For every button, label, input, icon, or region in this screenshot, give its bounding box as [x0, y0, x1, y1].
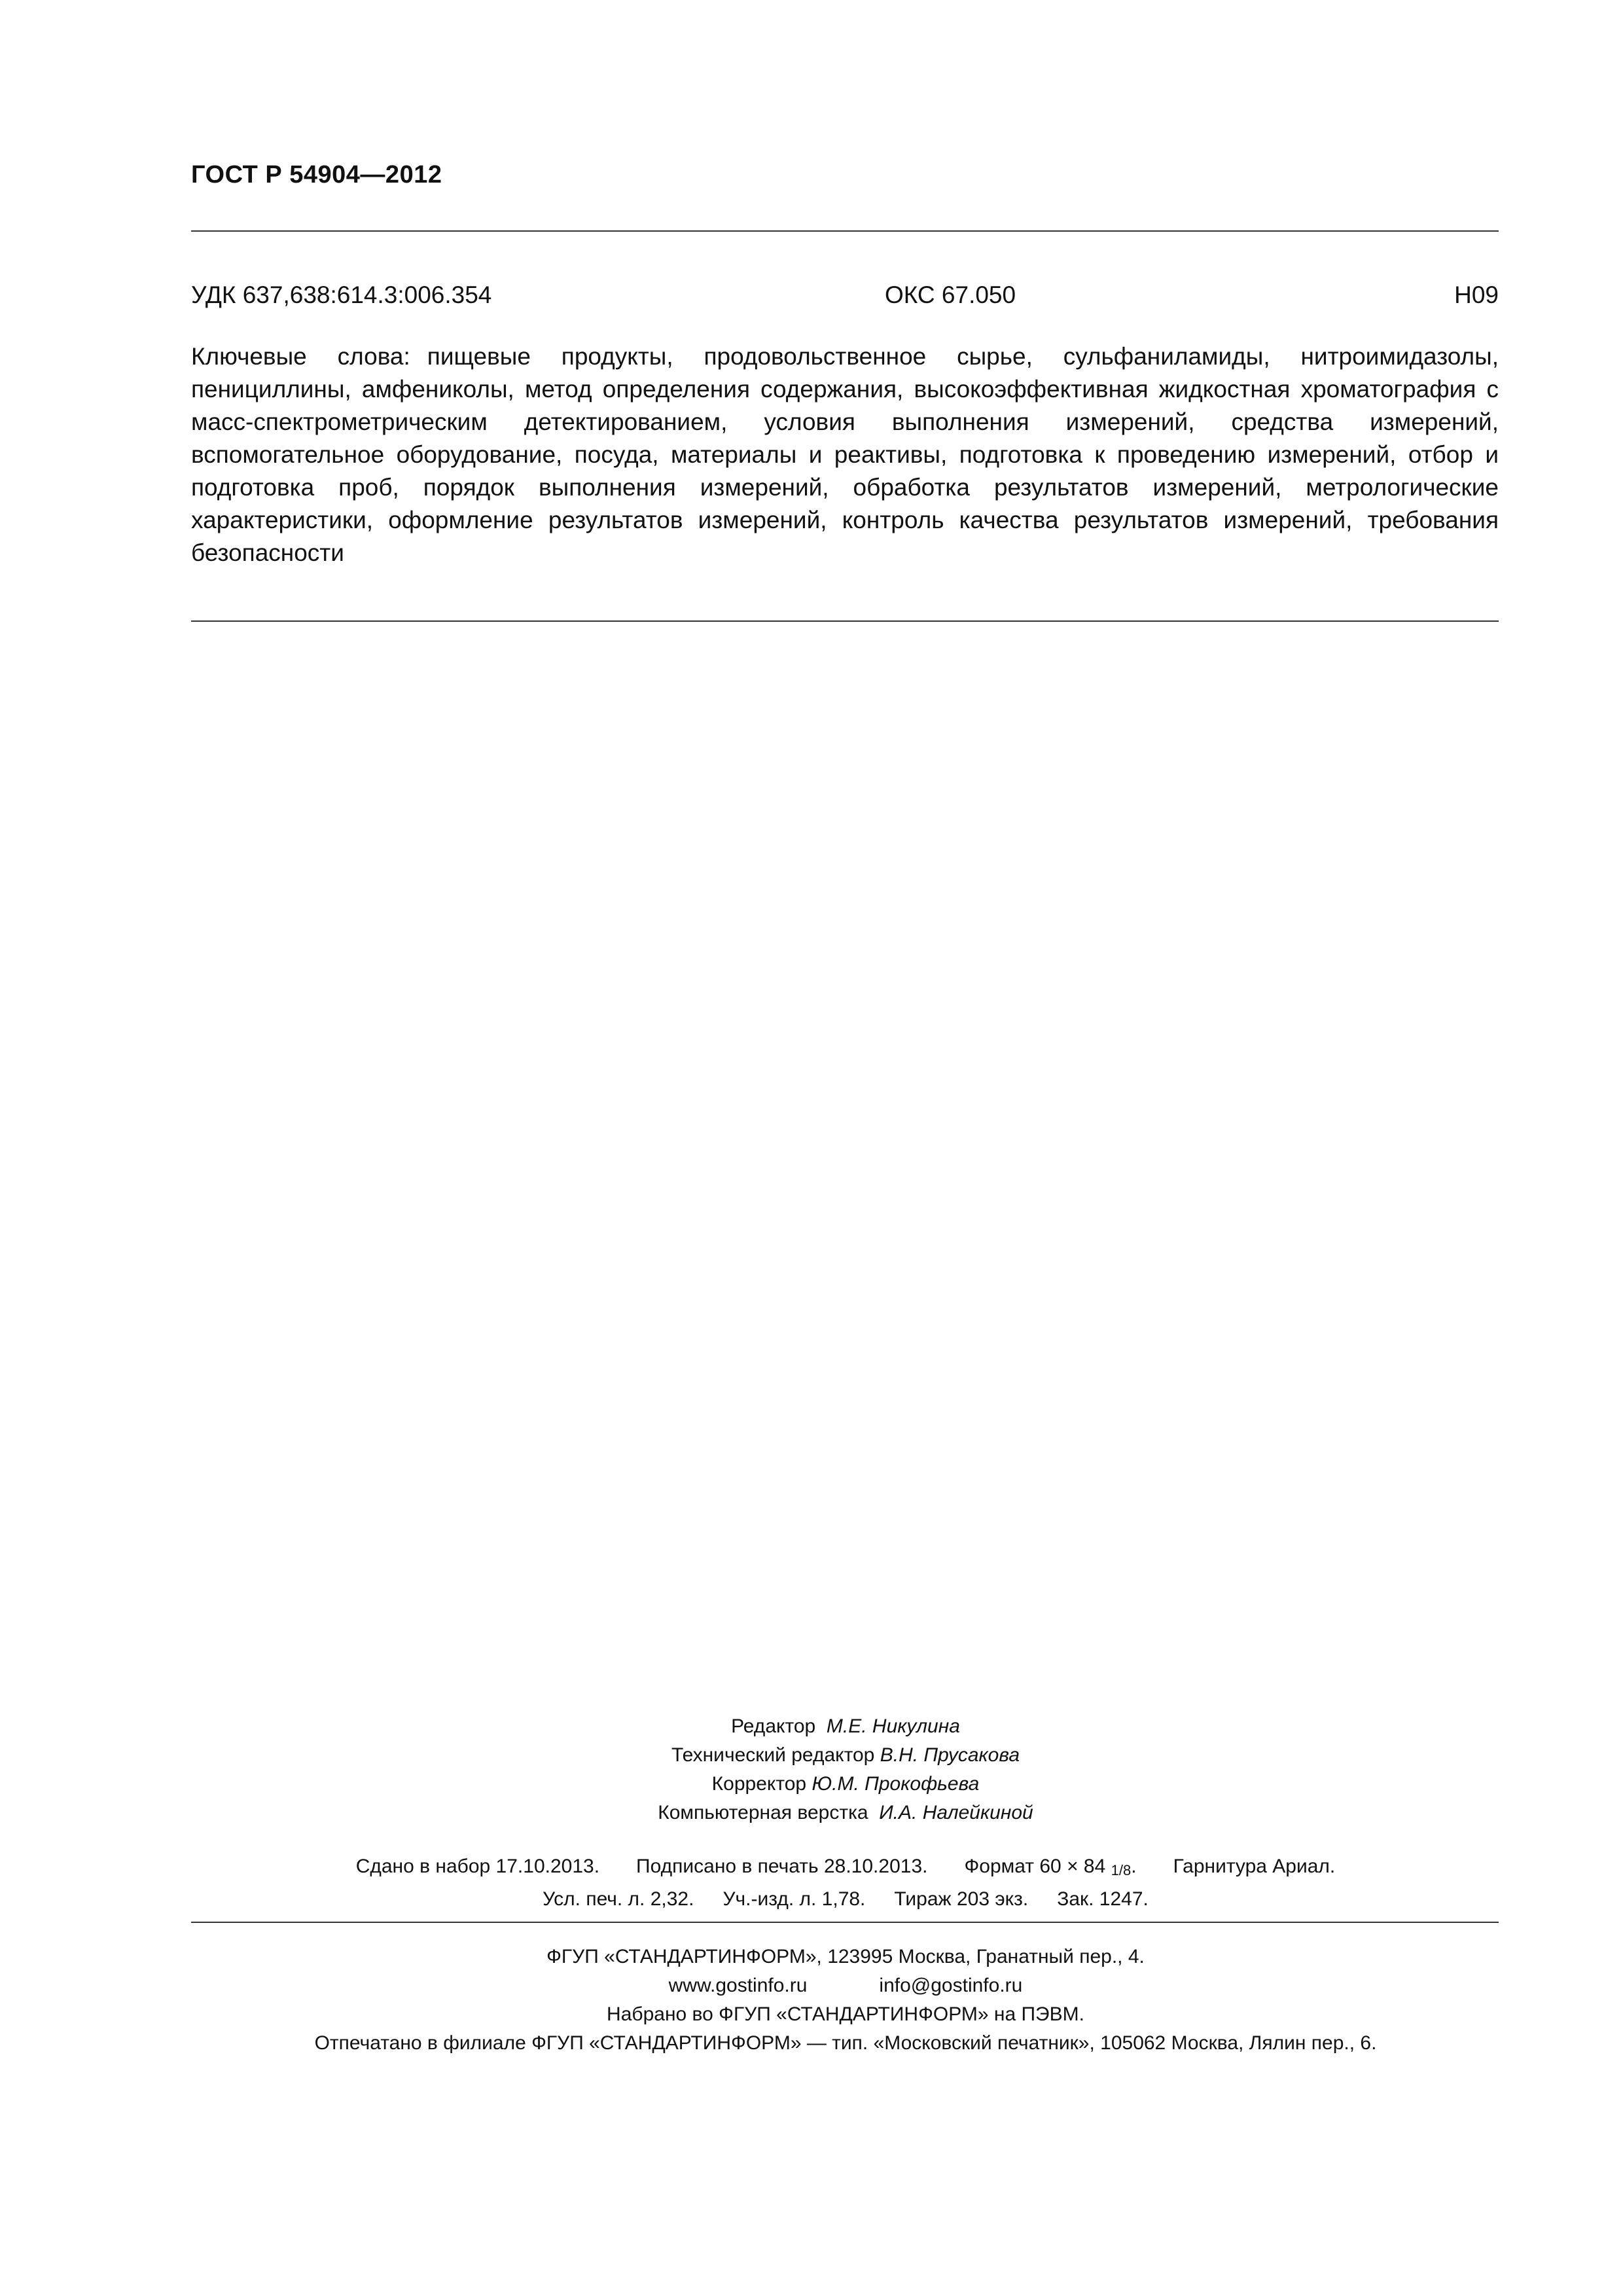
signed-date: Подписано в печать 28.10.2013.: [636, 1856, 928, 1877]
paper-format-fraction: 1/8: [1111, 1862, 1132, 1878]
bottom-divider: [191, 1922, 1499, 1923]
print-sheets: Усл. печ. л. 2,32.: [543, 1888, 694, 1910]
publisher-website: www.gostinfo.ru: [668, 1975, 808, 1996]
paper-format: Формат 60 × 84: [964, 1856, 1106, 1877]
typeset-location: Набрано во ФГУП «СТАНДАРТИНФОРМ» на ПЭВМ.: [607, 2003, 1084, 2025]
print-run: Тираж 203 экз.: [894, 1888, 1029, 1910]
udk-code: УДК 637,638:614.3:006.354: [191, 281, 492, 308]
publisher-contacts: [191, 1971, 1500, 2000]
layout-label: Компьютерная верстка: [658, 1802, 868, 1823]
credits-block: [191, 1712, 1500, 1827]
print-details: [191, 1852, 1500, 1914]
publisher-block: [191, 1943, 1500, 2058]
typeface: Гарнитура Ариал.: [1173, 1856, 1336, 1877]
layout-line: [191, 1799, 1500, 1827]
corrector-name: Ю.М. Прокофьева: [812, 1773, 980, 1795]
editor-line: [191, 1712, 1500, 1741]
classification-codes: [191, 281, 1499, 314]
tech-editor-name: В.Н. Прусакова: [880, 1744, 1020, 1766]
middle-divider: [191, 620, 1499, 622]
keywords-text: пищевые продукты, продовольственное сырье, сульфаниламиды, нитроимидазолы, пенициллины, амфениколы, метод определения содержания, высокоэффективная жидкостная хроматография с масс-спектрометрическим детектированием, условия выполнения измерений, средства измерений, вспомогательное оборудование, посуда, материалы и реактивы, подготовка к проведению измерений, отбор и подготовка проб, порядок выполнения измерений, обработка результатов измерений, метрологические характеристики, оформление результатов измерений, контроль качества результатов измерений, требования безопасности: [191, 343, 1499, 566]
print-details-line-2: [191, 1885, 1500, 1914]
oks-code: ОКС 67.050: [885, 281, 1016, 308]
tech-editor-label: Технический редактор: [671, 1744, 875, 1766]
editor-label: Редактор: [731, 1715, 816, 1737]
layout-name: И.А. Налейкиной: [879, 1802, 1033, 1823]
publisher-address: ФГУП «СТАНДАРТИНФОРМ», 123995 Москва, Гранатный пер., 4.: [546, 1946, 1145, 1967]
top-divider: [191, 230, 1499, 232]
standard-designation: ГОСТ Р 54904—2012: [191, 161, 442, 188]
keywords-label: Ключевые слова:: [191, 343, 410, 370]
editor-name: М.Е. Никулина: [826, 1715, 960, 1737]
tech-editor-line: [191, 1741, 1500, 1770]
printing-location: Отпечатано в филиале ФГУП «СТАНДАРТИНФОРМ» — тип. «Московский печатник», 105062 Москва, Лялин пер., 6.: [314, 2032, 1377, 2054]
corrector-label: Корректор: [711, 1773, 807, 1795]
print-details-line-1: Сдано в набор 17.10.2013. Подписано в печать 28.10.2013. Формат 60 × 84 1/8. Гарнитура Ариал.: [355, 1856, 1336, 1878]
corrector-line: [191, 1770, 1500, 1799]
typeset-date: Сдано в набор 17.10.2013.: [355, 1856, 600, 1877]
order-number: Зак. 1247.: [1057, 1888, 1149, 1910]
publisher-sheets: Уч.-изд. л. 1,78.: [722, 1888, 866, 1910]
keywords-paragraph: [191, 340, 1499, 569]
publisher-email: info@gostinfo.ru: [879, 1975, 1023, 1996]
category-code: Н09: [1454, 281, 1499, 308]
